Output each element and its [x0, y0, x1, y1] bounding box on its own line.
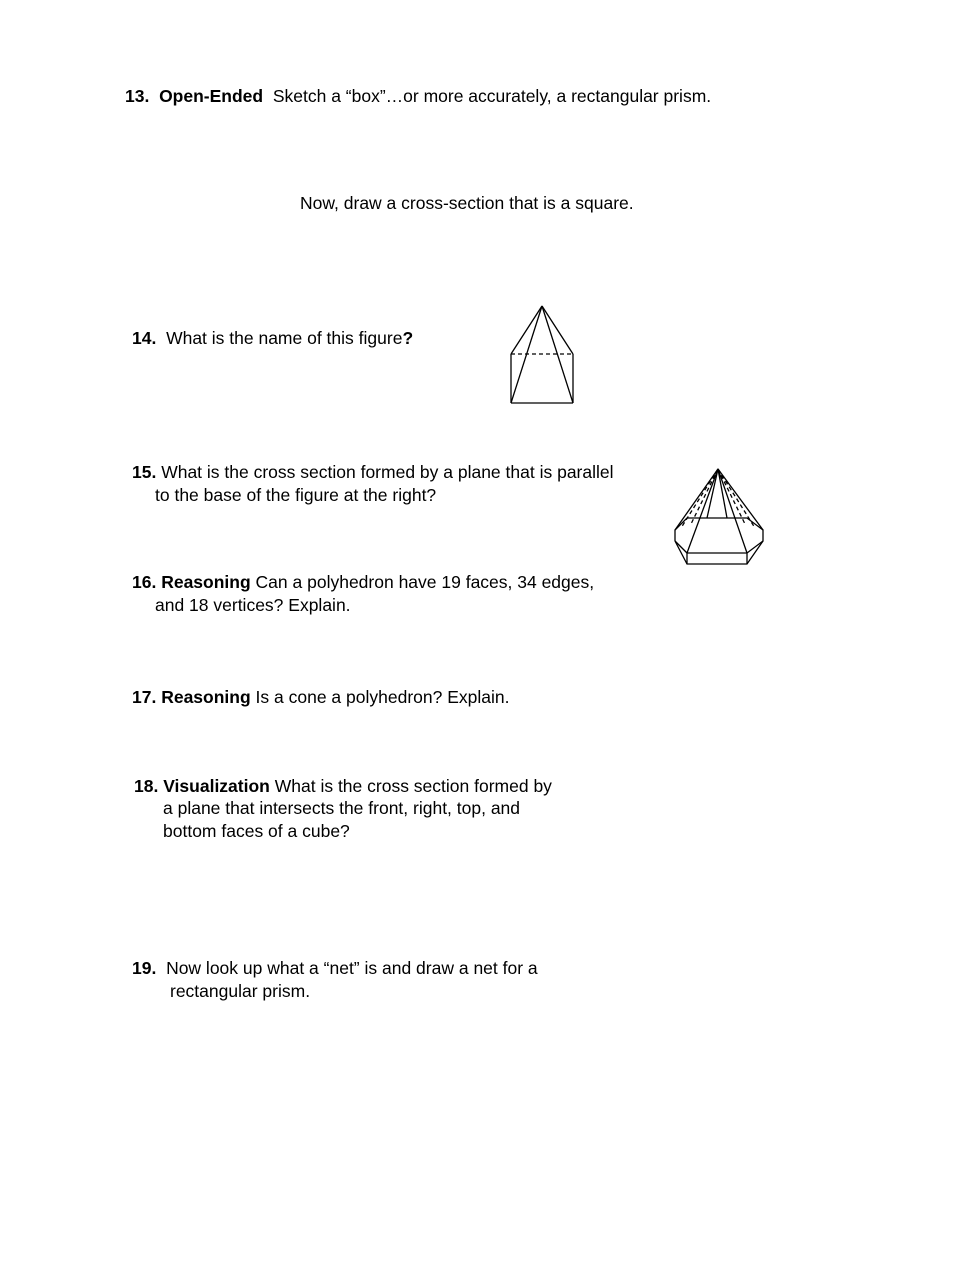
question-mark: ? [402, 328, 414, 348]
pyramid-base-side-r [747, 541, 763, 553]
question-number: 14. [132, 328, 157, 348]
question-16-line2: and 18 vertices? Explain. [155, 595, 351, 615]
question-16 [132, 571, 594, 593]
pyramid-lat-4 [718, 469, 747, 553]
question-number: 15. [132, 462, 157, 482]
question-17 [132, 686, 509, 708]
question-text-line1: What is the cross section formed by [274, 776, 552, 796]
pyramid-base-outline [675, 518, 763, 564]
question-18 [134, 775, 552, 797]
question-15-line2: to the base of the figure at the right? [155, 485, 437, 505]
pyramid-hidden-4 [718, 469, 745, 524]
question-14 [132, 327, 413, 349]
question-label: Reasoning [161, 572, 251, 592]
question-label: Visualization [163, 776, 270, 796]
pyramid-hidden-3 [691, 469, 718, 524]
question-13 [125, 85, 711, 107]
question-18-line3: bottom faces of a cube? [163, 821, 350, 841]
pyramid-lat-5 [718, 469, 763, 530]
question-label: Open-Ended [159, 86, 264, 106]
question-text-line1: What is the cross section formed by a plane that is parallel [161, 462, 614, 482]
question-text-line1: Now look up what a “net” is and draw a net for a [166, 958, 538, 978]
question-number: 17. [132, 687, 157, 707]
question-18-line2: a plane that intersects the front, right, top, and [163, 798, 521, 818]
question-text-line1: Can a polyhedron have 19 faces, 34 edges, [255, 572, 595, 592]
question-number: 13. [125, 86, 150, 106]
question-label: Reasoning [161, 687, 251, 707]
question-19 [132, 957, 538, 979]
question-15 [132, 461, 614, 483]
question-text: Is a cone a polyhedron? Explain. [255, 687, 510, 707]
octagonal-pyramid-icon [671, 466, 767, 568]
pyramid-edge-3 [511, 306, 542, 403]
question-text: Sketch a “box”…or more accurately, a rectangular prism. [272, 86, 712, 106]
question-number: 16. [132, 572, 157, 592]
square-pyramid-icon [507, 303, 577, 408]
question-19-line2: rectangular prism. [170, 981, 311, 1001]
question-number: 19. [132, 958, 157, 978]
pyramid-edge-2 [542, 306, 573, 354]
question-number: 18. [134, 776, 159, 796]
question-13-followup: Now, draw a cross-section that is a square. [300, 193, 634, 213]
question-text: What is the name of this figure [166, 328, 403, 348]
pyramid-edge-1 [511, 306, 542, 354]
